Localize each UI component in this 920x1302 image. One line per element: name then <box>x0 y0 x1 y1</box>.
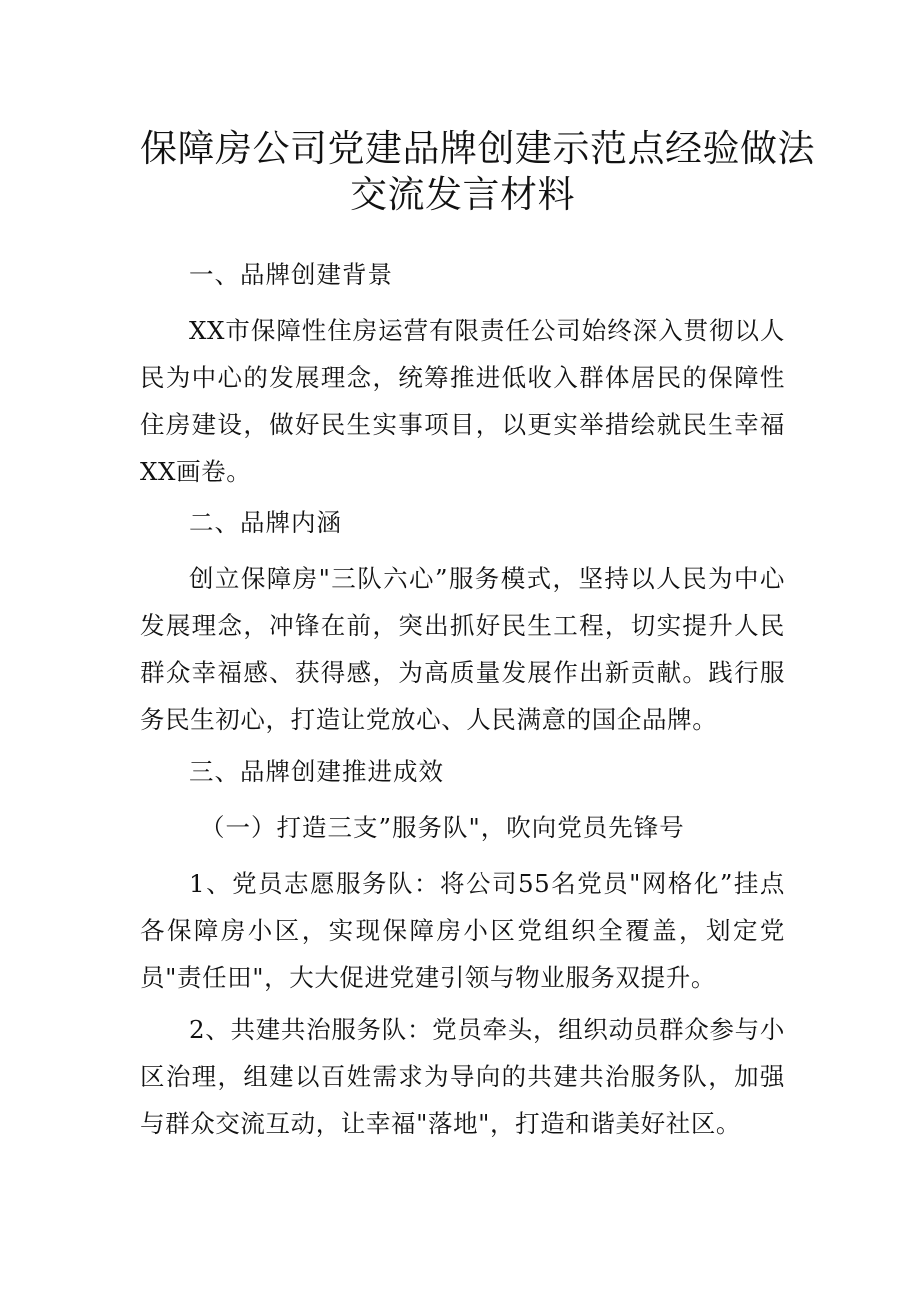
section-2-paragraph: 创立保障房"三队六心”服务模式，坚持以人民为中心发展理念，冲锋在前，突出抓好民生工程，切实提升人民群众幸福感、获得感，为高质量发展作出新贡献。践行服务民生初心，打造让党放心、人民满意的国企品牌。 <box>140 564 785 734</box>
section-3-heading: 三、品牌创建推进成效 <box>189 757 444 786</box>
item-1-paragraph: 1、党员志愿服务队：将公司55名党员"网格化”挂点各保障房小区，实现保障房小区党组织全覆盖，划定党员"责任田"，大大促进党建引领与物业服务双提升。 <box>140 869 785 992</box>
document-title-line-2: 交流发言材料 <box>350 173 575 216</box>
section-2-heading: 二、品牌内涵 <box>189 508 342 537</box>
section-1-heading: 一、品牌创建背景 <box>189 260 393 289</box>
item-2-paragraph: 2、共建共治服务队：党员牵头，组织动员群众参与小区治理，组建以百姓需求为导向的共建共治服务队，加强与群众交流互动，让幸福"落地"，打造和谐美好社区。 <box>140 1015 785 1138</box>
document-title-line-1: 保障房公司党建品牌创建示范点经验做法 <box>140 127 815 170</box>
subsection-1-heading: （一）打造三支”服务队"，吹向党员先锋号 <box>200 813 685 842</box>
section-1-paragraph: XX市保障性住房运营有限责任公司始终深入贯彻以人民为中心的发展理念，统筹推进低收入群体居民的保障性住房建设，做好民生实事项目，以更实举措绘就民生幸福XX画卷。 <box>140 316 785 486</box>
